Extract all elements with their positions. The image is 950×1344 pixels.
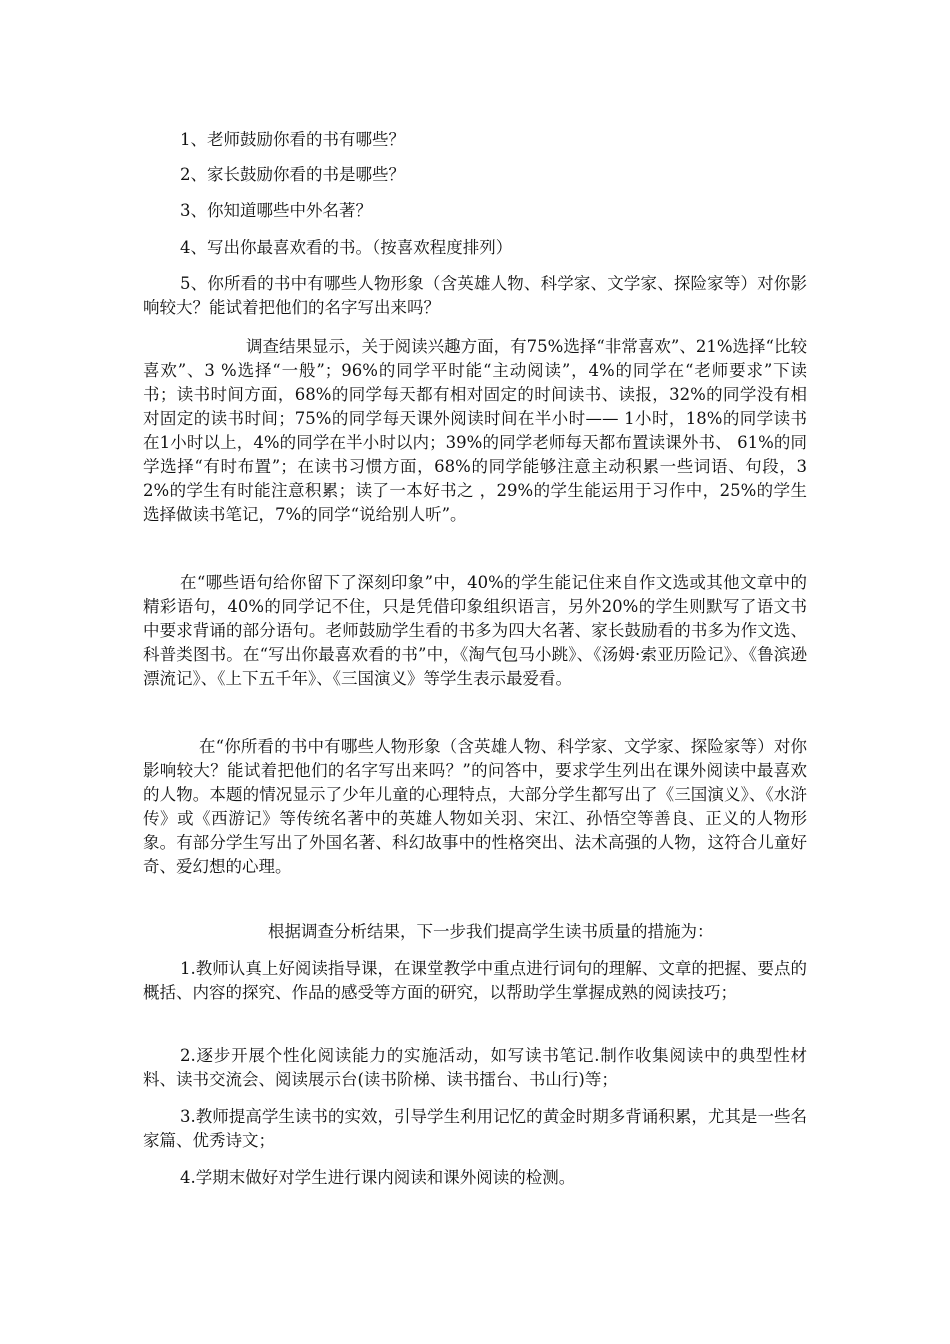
question-1: 1、老师鼓励你看的书有哪些？	[180, 130, 405, 149]
measure-4: 4.学期末做好对学生进行课内阅读和课外阅读的检测。	[180, 1168, 576, 1187]
measure-1: 1.教师认真上好阅读指导课，在课堂教学中重点进行词句的理解、文章的把握、要点的概括、内容的探究、作品的感受等方面的研究，以帮助学生掌握成熟的阅读技巧；	[143, 959, 807, 1002]
measure-3: 3.教师提高学生读书的实效，引导学生利用记忆的黄金时期多背诵积累，尤其是一些名家篇、优秀诗文；	[143, 1107, 807, 1150]
impressive-sentences-paragraph: 在“哪些语句给你留下了深刻印象”中，40%的学生能记住来自作文选或其他文章中的精彩语句，40%的同学记不住，只是凭借印象组织语言，另外20%的学生则默写了语文书中要求背诵的部分语句。老师鼓励学生看的书多为四大名著、家长鼓励看的书多为作文选、科普类图书。在“写出你最喜欢看的书”中，《淘气包马小跳》、《汤姆·索亚历险记》、《鲁滨逊漂流记》、《上下五千年》、《三国演义》等学生表示最爱看。	[143, 573, 807, 688]
survey-results-paragraph: 调查结果显示，关于阅读兴趣方面，有75%选择“非常喜欢”、21%选择“比较喜欢”、3 %选择“一般”；96%的同学平时能“主动阅读”，4%的同学在“老师要求”下读书；读书时间方面，68%的同学每天都有相对固定的时间读书、读报，32%的同学没有相对固定的读书时间；75%的同学每天课外阅读时间在半小时—— 1小时，18%的同学读书在1小时以上，4%的同学在半小时以内；39%的同学老师每天都布置读课外书、 61%的同学选择“有时布置”；在读书习惯方面，68%的同学能够注意主动积累一些词语、句段，32%的学生有时能注意积累；读了一本好书之 ，29%的学生能运用于习作中，25%的学生选择做读书笔记，7%的同学“说给别人听”。	[143, 337, 807, 524]
measures-intro: 根据调查分析结果，下一步我们提高学生读书质量的措施为：	[268, 922, 714, 941]
characters-paragraph: 在“你所看的书中有哪些人物形象（含英雄人物、科学家、文学家、探险家等）对你影响较大？能试着把他们的名字写出来吗？”的问答中，要求学生列出在课外阅读中最喜欢的人物。本题的情况显示了少年儿童的心理特点，大部分学生都写出了《三国演义》、《水浒传》或《西游记》等传统名著中的英雄人物如关羽、宋江、孙悟空等善良、正义的人物形象。有部分学生写出了外国名著、科幻故事中的性格突出、法术高强的人物，这符合儿童好奇、爱幻想的心理。	[143, 737, 807, 876]
question-5: 5、你所看的书中有哪些人物形象（含英雄人物、科学家、文学家、探险家等）对你影响较大？能试着把他们的名字写出来吗？	[143, 274, 807, 317]
question-2: 2、家长鼓励你看的书是哪些？	[180, 165, 405, 184]
question-4: 4、写出你最喜欢看的书。（按喜欢程度排列）	[180, 238, 513, 257]
question-3: 3、你知道哪些中外名著？	[180, 201, 372, 220]
measure-2: 2.逐步开展个性化阅读能力的实施活动，如写读书笔记.制作收集阅读中的典型性材料、读书交流会、阅读展示台(读书阶梯、读书擂台、书山行)等；	[143, 1046, 807, 1089]
